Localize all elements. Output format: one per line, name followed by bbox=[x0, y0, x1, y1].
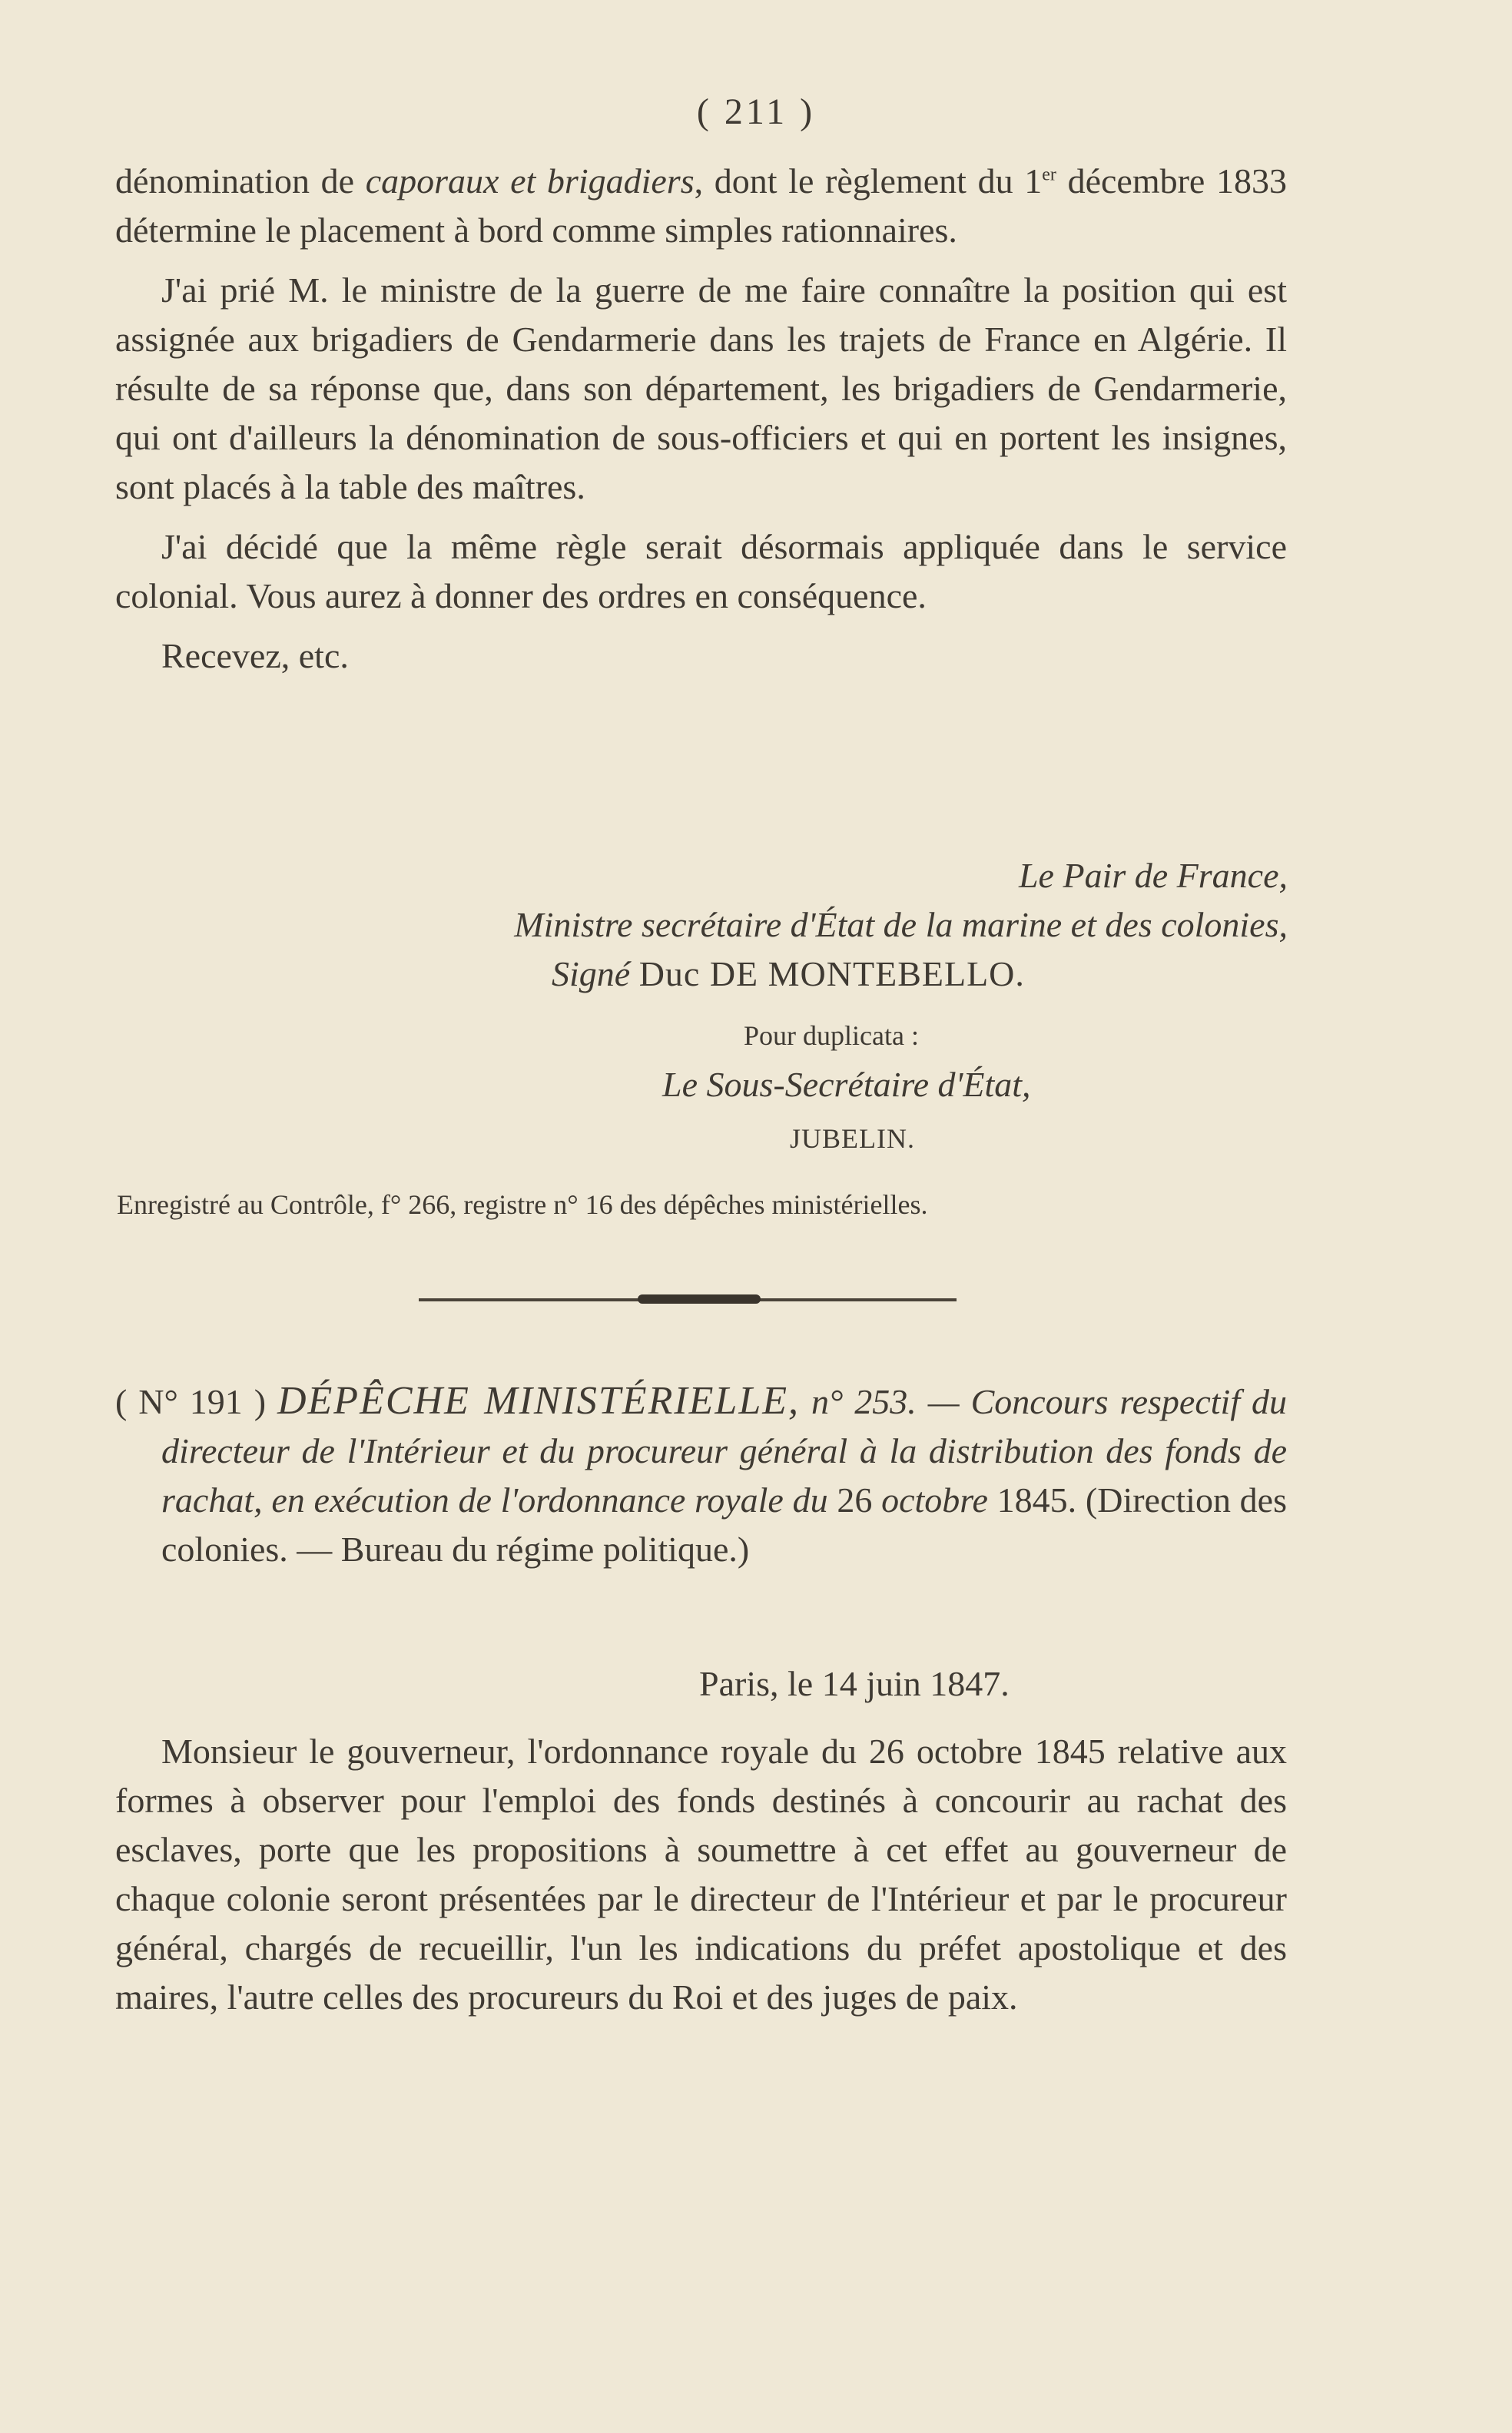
para1-text-a: dénomination de bbox=[115, 161, 366, 201]
signature-name-line bbox=[552, 950, 1025, 999]
signature-line-1: Le Pair de France, bbox=[1018, 856, 1288, 895]
dispatch-subject: Concours respectif du directeur de l'Intérieur et du procureur général à la distribution des fonds de rachat, en exécution de l'ordonnance royale du bbox=[161, 1382, 1288, 1520]
paragraph-3: J'ai décidé que la même règle serait désormais appliquée dans le service colonial. Vous aurez à donner des ordres en conséquence. bbox=[115, 527, 1287, 615]
dispatch-heading bbox=[115, 1377, 1287, 1574]
dispatch-title: DÉPÊCHE MINISTÉRIELLE, bbox=[277, 1379, 801, 1423]
body-paragraph: Monsieur le gouverneur, l'ordonnance royale du 26 octobre 1845 relative aux formes à observer pour l'emploi des fonds destinés à concourir au rachat des esclaves, porte que les propositions à soumettre à cet effet au gouverneur de chaque colonie seront présentées par le directeur de l'Intérieur et par le procureur général, chargés de recueillir, l'un les indications du préfet apostolique et des maires, l'autre celles des procureurs du Roi et des juges de paix. bbox=[115, 1732, 1287, 2017]
separator-ornament bbox=[638, 1294, 761, 1304]
dispatch-number: ( N° 191 ) bbox=[115, 1382, 267, 1421]
signature-line-2: Ministre secrétaire d'État de la marine et des colonies, bbox=[514, 905, 1288, 944]
paragraph-continuation bbox=[115, 157, 1287, 681]
para1-italic: caporaux et brigadiers bbox=[365, 161, 695, 201]
signatory-name-2: JUBELIN. bbox=[790, 1123, 915, 1154]
duplicata-label: Pour duplicata : bbox=[744, 1020, 919, 1051]
signature-line-4: Le Sous-Secrétaire d'État, bbox=[662, 1065, 1031, 1104]
dispatch-date-word: octobre bbox=[881, 1480, 988, 1520]
para1-text-b: , dont le règlement du 1 bbox=[694, 161, 1043, 201]
paragraph-2: J'ai prié M. le ministre de la guerre de me faire connaître la position qui est assignée aux brigadiers de Gendarmerie dans les trajets de France en Algérie. Il résulte de sa réponse que, dans son département, les brigadiers de Gendarmerie, qui ont d'ailleurs la dénomination de sous-officiers et qui en portent les insignes, sont placés à la table des maîtres. bbox=[115, 270, 1287, 506]
register-note: Enregistré au Contrôle, f° 266, registre n° 16 des dépêches ministérielles. bbox=[117, 1189, 928, 1220]
dispatch-year: 1845. bbox=[996, 1480, 1077, 1520]
para1-text-c: décembre 1833 détermine le placement à bord comme simples rationnaires. bbox=[115, 161, 1287, 250]
signatory-name: Duc DE MONTEBELLO. bbox=[638, 954, 1025, 993]
dispatch-n: n° 253. — bbox=[811, 1382, 960, 1421]
page-number: ( 211 ) bbox=[696, 91, 816, 132]
dispatch-date-num: 26 bbox=[837, 1480, 873, 1520]
para1-superscript: er bbox=[1042, 164, 1056, 185]
dispatch-body bbox=[115, 1727, 1287, 2022]
dateline: Paris, le 14 juin 1847. bbox=[699, 1664, 1010, 1703]
dispatch-direction: (Direction des colonies. — Bureau du régime politique.) bbox=[161, 1480, 1288, 1569]
signe-label: Signé bbox=[552, 954, 631, 993]
closing: Recevez, etc. bbox=[161, 636, 349, 675]
